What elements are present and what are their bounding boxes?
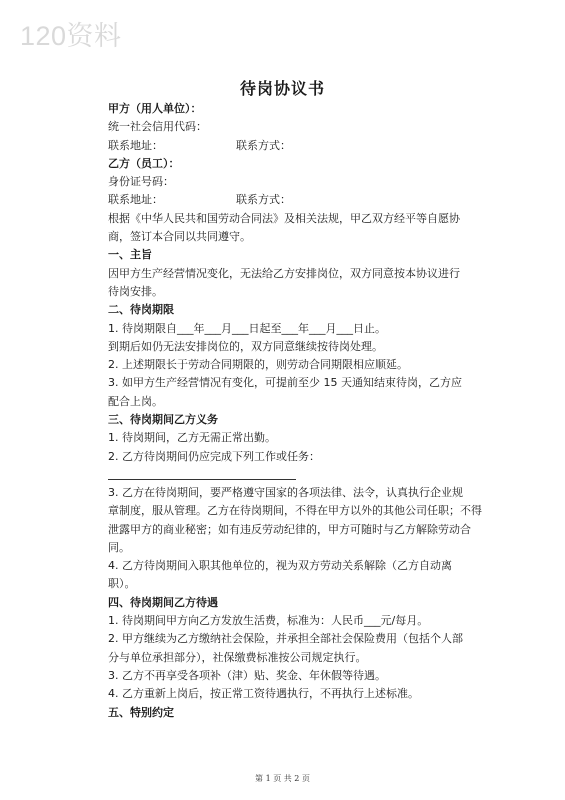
section-4-body	[108, 612, 484, 703]
text-line: 商，签订本合同以共同遵守。	[108, 230, 251, 244]
intro-paragraph	[108, 210, 484, 247]
text-line: 配合上岗。	[108, 394, 163, 408]
text-line: 分与单位承担部分），社保缴费标准按公司规定执行。	[108, 650, 367, 664]
text-line: 4. 乙方重新上岗后，按正常工资待遇执行，不再执行上述标准。	[108, 687, 419, 701]
section-3-body-a	[108, 429, 484, 466]
watermark: 120资料	[20, 21, 122, 51]
party-a-address-label: 联系地址：	[108, 138, 163, 152]
text-line: 职）。	[108, 577, 136, 591]
party-a-heading: 甲方（用人单位）：	[108, 102, 202, 115]
document-title: 待岗协议书	[239, 79, 325, 98]
party-b-address-label: 联系地址：	[108, 193, 163, 207]
party-b-id-label: 身份证号码：	[108, 175, 174, 189]
text-line: 到期后如仍无法安排岗位的，双方同意继续按待岗处理。	[108, 339, 383, 353]
text-line: 根据《中华人民共和国劳动合同法》及相关法规，甲乙双方经平等自愿协	[108, 211, 460, 225]
party-b-heading: 乙方（员工）：	[108, 156, 180, 170]
text-line: 2. 上述期限长于劳动合同期限的，则劳动合同期限相应顺延。	[108, 358, 408, 372]
text-line: 4. 乙方待岗期间入职其他单位的，视为双方劳动关系解除（乙方自动离	[108, 559, 452, 573]
section-5-heading: 五、特别约定	[108, 705, 174, 719]
party-b-contact-row	[108, 191, 484, 209]
section-4-heading: 四、待岗期间乙方待遇	[108, 595, 218, 609]
document-body	[108, 100, 484, 722]
section-1-body	[108, 265, 484, 302]
party-b-contact-label: 联系方式：	[236, 193, 291, 207]
section-1-heading: 一、主旨	[108, 248, 152, 262]
text-line: 1. 待岗期限自___年___月___日起至___年___月___日止。	[108, 321, 386, 335]
text-line: 2. 乙方待岗期间仍应完成下列工作或任务：	[108, 449, 320, 463]
text-line: 待岗安排。	[108, 284, 163, 298]
text-line: 1. 待岗期间，乙方无需正常出勤。	[108, 431, 276, 445]
text-line: 同。	[108, 540, 130, 554]
text-line: 1. 待岗期间甲方向乙方发放生活费，标准为：人民币___元/每月。	[108, 614, 429, 628]
party-a-contact-label: 联系方式：	[236, 138, 291, 152]
section-3-body-b	[108, 484, 484, 594]
text-line: 3. 乙方不再享受各项补（津）贴、奖金、年休假等待遇。	[108, 668, 386, 682]
task-blank-line	[108, 479, 296, 480]
text-line: 3. 乙方在待岗期间，要严格遵守国家的各项法律、法令，认真执行企业规	[108, 485, 463, 499]
section-2-heading: 二、待岗期限	[108, 303, 174, 317]
section-3-heading: 三、待岗期间乙方义务	[108, 413, 218, 427]
page-footer: 第 1 页 共 2 页	[255, 774, 310, 783]
text-line: 2. 甲方继续为乙方缴纳社会保险，并承担全部社会保险费用（包括个人部	[108, 632, 463, 646]
party-a-contact-row	[108, 137, 484, 155]
party-a-credit-code-label: 统一社会信用代码：	[108, 120, 207, 134]
text-line: 泄露甲方的商业秘密；如有违反劳动纪律的，甲方可随时与乙方解除劳动合	[108, 522, 471, 536]
text-line: 章制度，服从管理。乙方在待岗期间，不得在甲方以外的其他公司任职；不得	[108, 504, 482, 518]
text-line: 因甲方生产经营情况变化，无法给乙方安排岗位，双方同意按本协议进行	[108, 266, 460, 280]
section-2-body	[108, 320, 484, 411]
text-line: 3. 如甲方生产经营情况有变化，可提前至少 15 天通知结束待岗，乙方应	[108, 376, 462, 390]
